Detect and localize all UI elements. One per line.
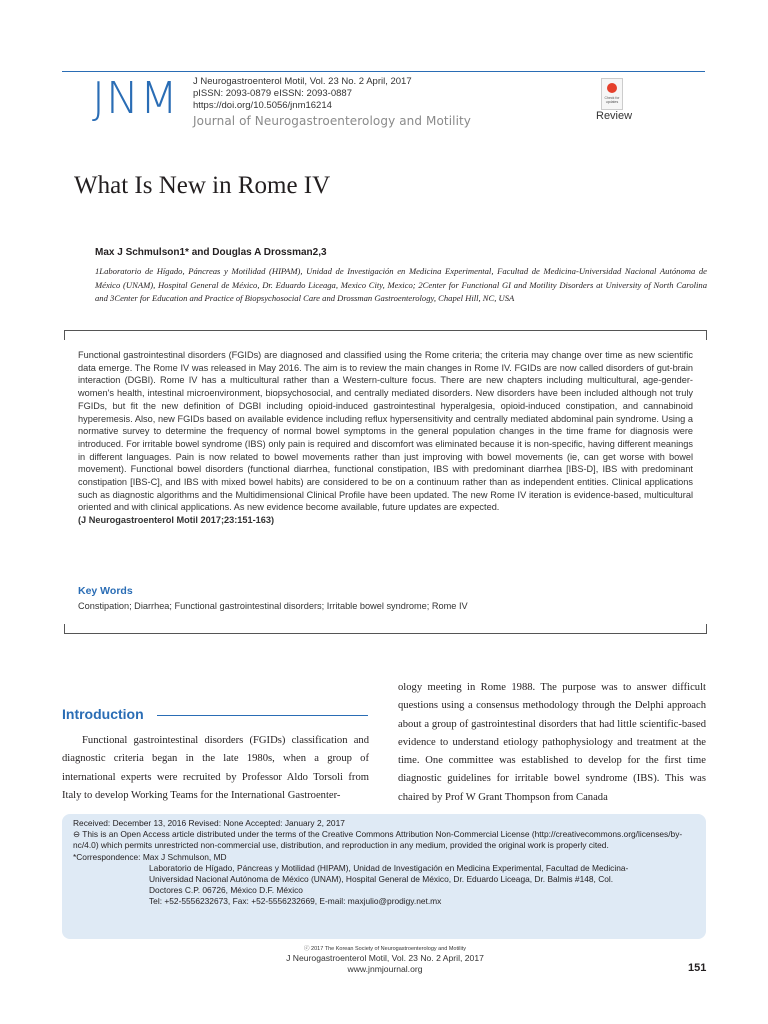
- correspondence-contact: Tel: +52-5556232673, Fax: +52-5556232669, E-mail: maxjulio@prodigy.net.mx: [149, 896, 442, 907]
- crossmark-icon: [607, 83, 617, 93]
- journal-url-link[interactable]: www.jnmjournal.org: [347, 964, 423, 974]
- journal-issn-line: pISSN: 2093-0879 eISSN: 2093-0887: [193, 88, 352, 99]
- correspondence-address-3: Doctores C.P. 06726, México D.F. México: [149, 885, 303, 896]
- article-dates: Received: December 13, 2016 Revised: None Accepted: January 2, 2017: [73, 818, 345, 828]
- introduction-column-2: ology meeting in Rome 1988. The purpose was to answer difficult questions using a consensus methodology through the Delphi approach about a group of gastrointestinal disorders that had little scientific-based evidence to understand etiology pathophysiology and treatment at the time. One committee was established to develop for the first time diagnostic guidelines for irritable bowel syndrome (IBS). This was chaired by Prof W Grant Thompson from Canada: [398, 682, 706, 803]
- license-notice: [73, 829, 698, 851]
- abstract: [78, 349, 693, 527]
- journal-citation-line: J Neurogastroenterol Motil, Vol. 23 No. 2 April, 2017: [193, 76, 412, 87]
- journal-info: [193, 76, 412, 112]
- correspondence-address-1: Laboratorio de Hígado, Páncreas y Motilidad (HIPAM), Unidad de Investigación en Medicina Experimental, Facultad de Medicina-: [149, 862, 629, 873]
- page-number: 151: [688, 962, 707, 974]
- introduction-column-1: Functional gastrointestinal disorders (FGIDs) classification and diagnostic criteria began in the late 1980s, when a group of international experts were recruited by Professor Aldo Torsoli from Italy to develop Working Teams for the International Gastroenter-: [62, 735, 369, 801]
- keywords-text: Constipation; Diarrhea; Functional gastrointestinal disorders; Irritable bowel syndrome; Rome IV: [78, 601, 468, 611]
- abstract-text: Functional gastrointestinal disorders (FGIDs) are diagnosed and classified using the Rome criteria; the criteria may change over time as new scientific data emerge. The Rome IV was released in May 2016. The aim is to review the main changes in Rome IV. FGIDs are now called disorders of gut-brain interaction (DGBI). Rome IV has a multicultural rather than a Western-culture focus. There are new chapters including multicultural, age-gender-women's health, intestinal microenvironment, biopsychosocial, and centrally mediated disorders. New disorders have been included although not truly FGIDs, but fit the new definition of DGBI including opioid-induced gastrointestinal hyperalgesia, opioid-induced constipation, and cannabinoid hyperemesis. Also, new FGIDs based on available evidence including reflux hypersensitivity and centrally mediated abdominal pain syndrome. Using a normative survey to determine the frequency of normal bowel symptoms in the general population changes in the time frame for diagnosis were introduced. For irritable bowel syndrome (IBS) only pain is required and discomfort was eliminated because it is non-specific, having different meanings in different languages. Pain is now related to bowel movements rather than just improving with bowel movements (ie, can get worse with bowel movement). Functional bowel disorders (functional diarrhea, functional constipation, IBS with predominant diarrhea [IBS-D], IBS with predominant constipation [IBS-C], and IBS with mixed bowel habits) are considered to be on a continuum rather than as independent entities. Clinical applications such as diagnostic algorithms and the Multidimensional Clinical Profile have been updated. The new Rome IV iteration is evidence-based, multicultural oriented and with clinical applications. As new evidence become available, future updates are expected.: [78, 350, 693, 513]
- introduction-rule: [157, 715, 368, 716]
- article-title: What Is New in Rome IV: [74, 172, 331, 199]
- introduction-heading: Introduction: [62, 706, 144, 722]
- article-type-label: Review: [596, 110, 633, 122]
- journal-doi-link[interactable]: https://doi.org/10.5056/jnm16214: [193, 100, 332, 111]
- correspondence-label: *Correspondence: Max J Schmulson, MD: [73, 851, 227, 862]
- author-list: Max J Schmulson1* and Douglas A Drossman2,3: [95, 247, 327, 258]
- article-info: [73, 818, 698, 908]
- correspondence-address-2: Universidad Nacional Autónoma de México (UNAM), Hospital General de México, Dr. Eduardo Liceaga, Dr. Balmis #148, Col.: [149, 874, 614, 885]
- license-text: This is an Open Access article distributed under the terms of the Creative Commons Attribution Non-Commercial License (http://creativecommons.org/licenses/by-nc/4.0) which permits unrestricted non-commercial use, distribution, and reproduction in any medium, provided the original work is properly cited.: [73, 829, 683, 851]
- journal-logo: JNM: [92, 73, 179, 124]
- journal-name: Journal of Neurogastroenterology and Motility: [193, 114, 472, 128]
- page-footer: [250, 945, 520, 975]
- header-rule: [62, 71, 705, 72]
- footer-journal-line: J Neurogastroenterol Motil, Vol. 23 No. 2 April, 2017: [286, 953, 484, 963]
- abstract-citation: (J Neurogastroenterol Motil 2017;23:151-163): [78, 515, 275, 526]
- check-for-updates-badge[interactable]: [601, 78, 623, 110]
- affiliations: 1Laboratorio de Hígado, Páncreas y Motilidad (HIPAM), Unidad de Investigación en Medicina Experimental, Facultad de Medicina-Universidad Nacional Autónoma de México (UNAM), Hospital General de México, Dr. Eduardo Liceaga, Mexico City, Mexico; 2Center for Functional GI and Motility Disorders at University of North Carolina and 3Center for Education and Practice of Biopsychosocial Care and Drossman Gastroenterology, Chapel Hill, NC, USA: [95, 266, 707, 303]
- keywords-heading: Key Words: [78, 585, 133, 597]
- copyright-line: ⓒ 2017 The Korean Society of Neurogastroenterology and Motility: [304, 946, 466, 952]
- cc-icon: ⊖: [73, 829, 83, 840]
- check-updates-label: Check for updates: [604, 96, 620, 104]
